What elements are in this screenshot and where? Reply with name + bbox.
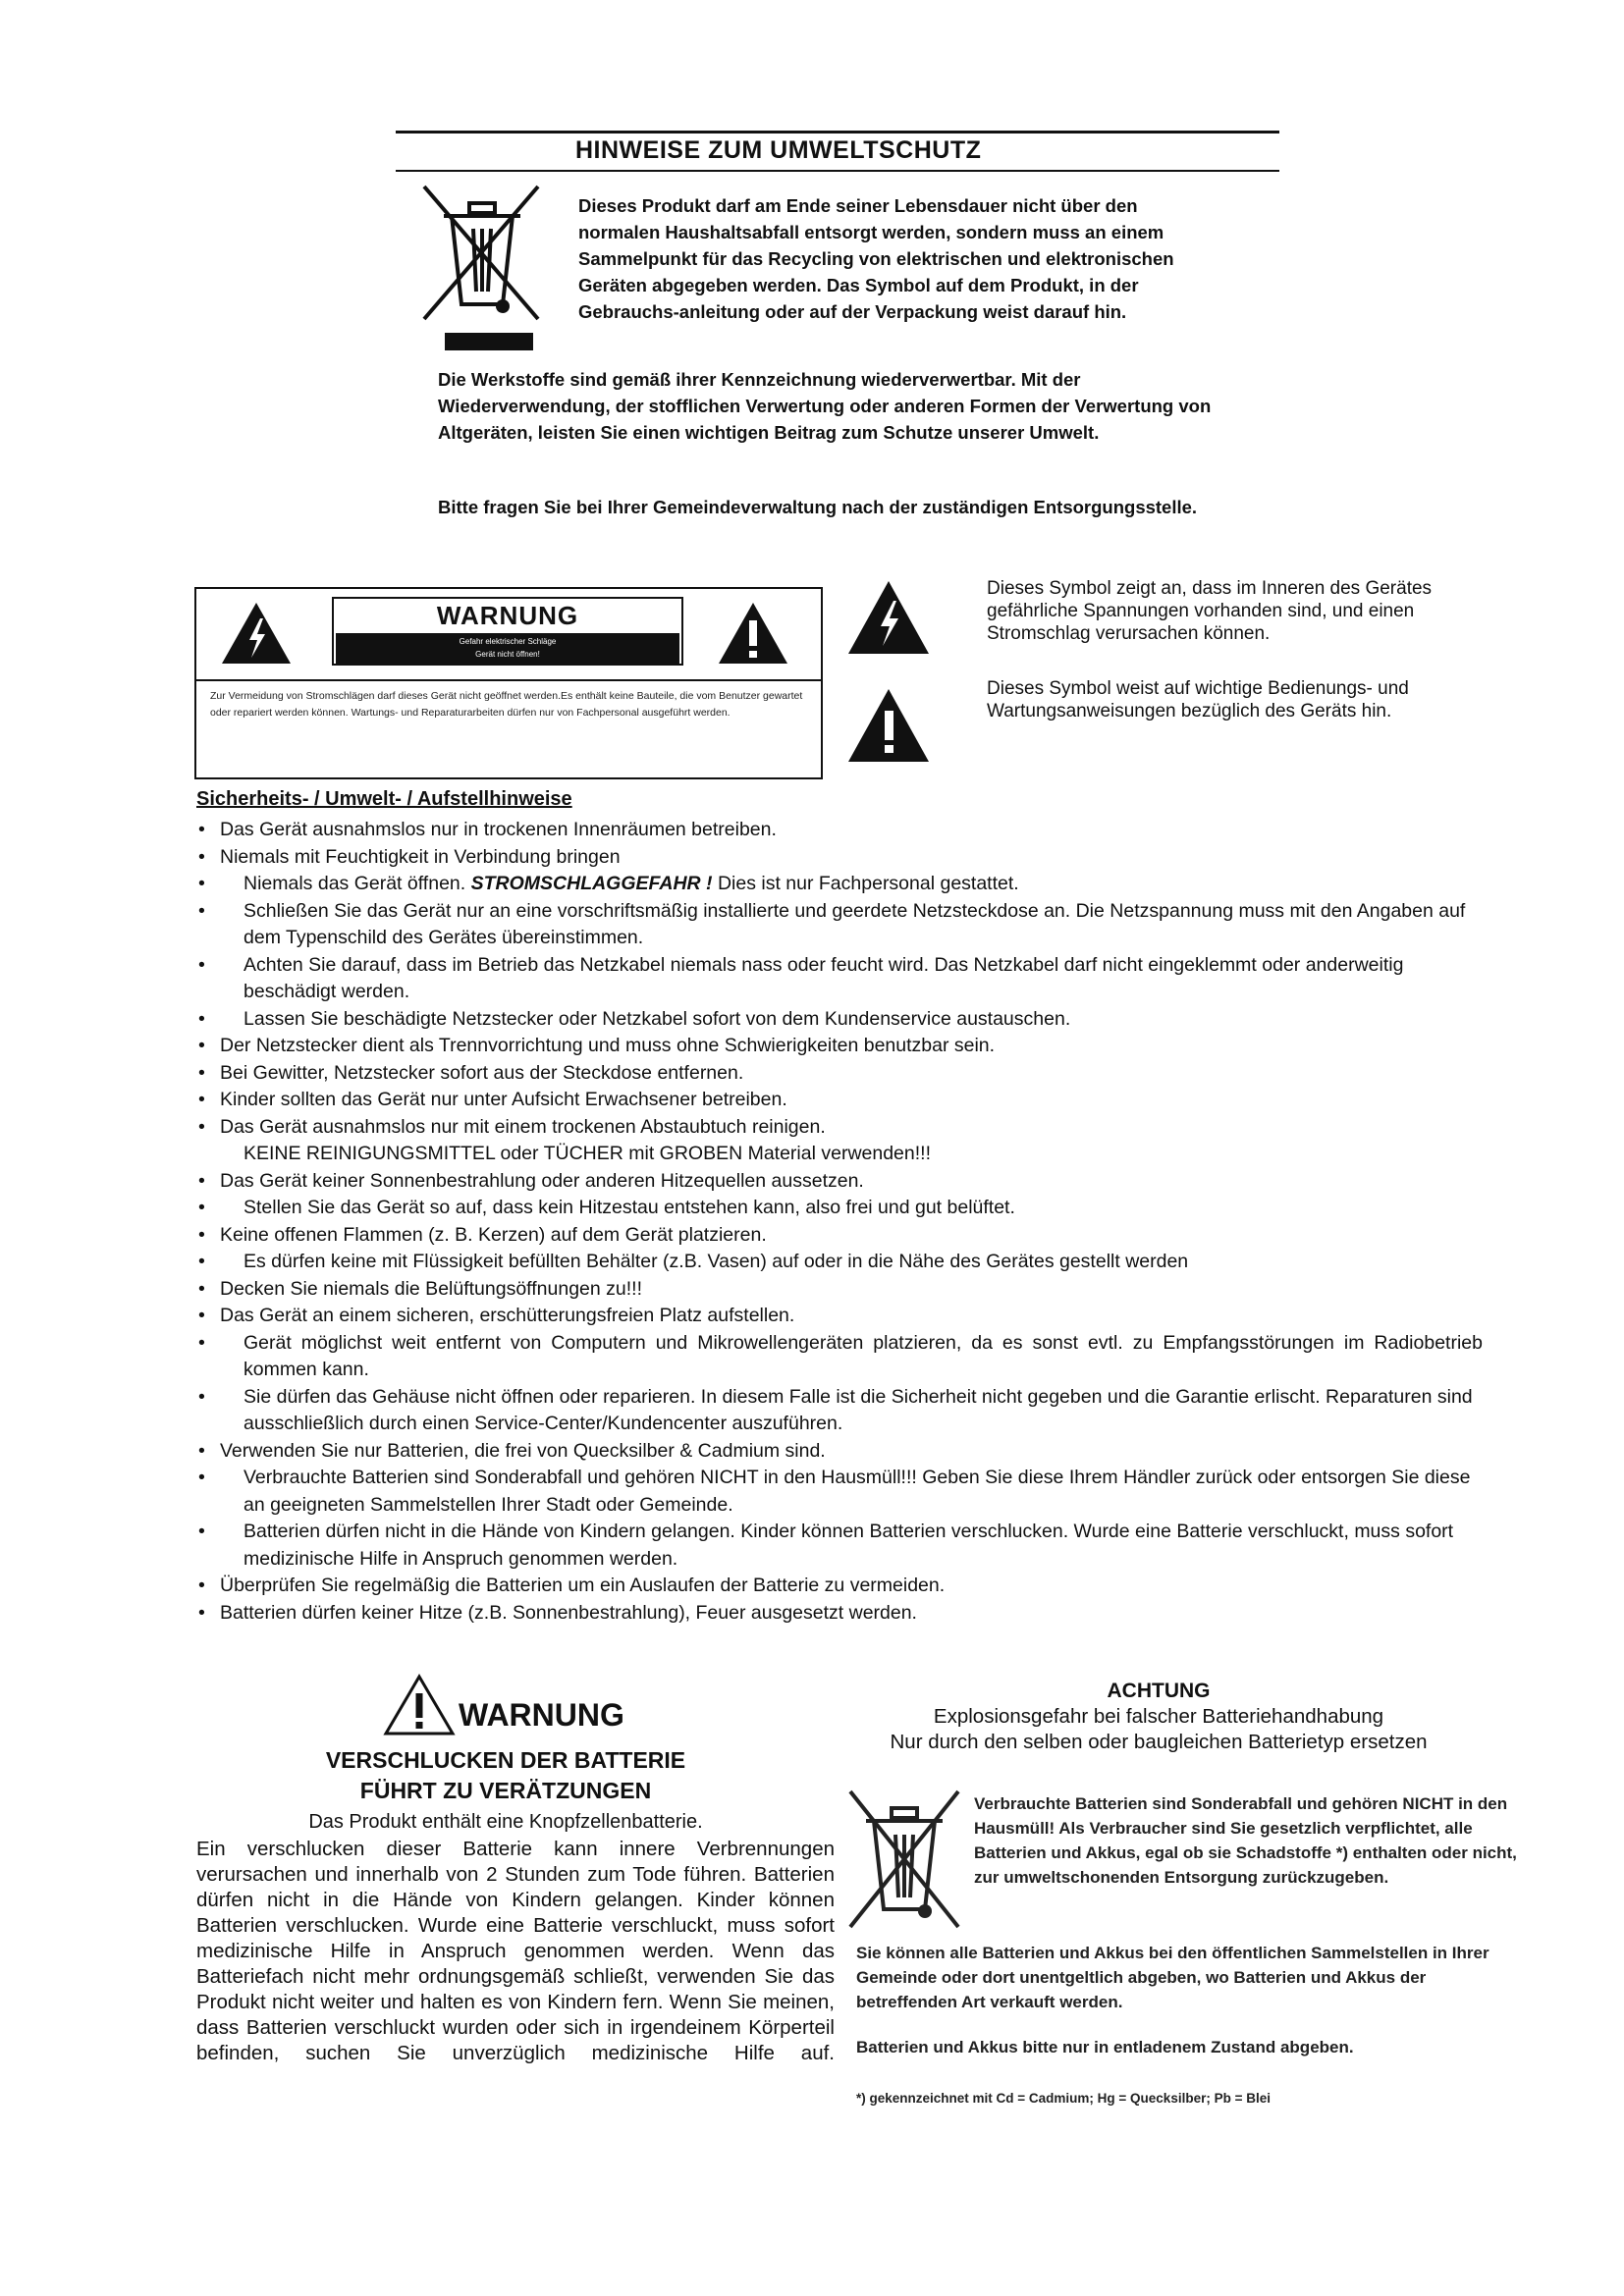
warning-box-text: Zur Vermeidung von Stromschlägen darf dieses Gerät nicht geöffnet werden.Es enthält keine Bauteile, die vom Benutzer gewartet oder repariert werden können. Wartungs- und Reparaturarbeiten dürfen nur von Fachpersonal ausgeführt werden. (210, 690, 803, 719)
achtung-line-2: Nur durch den selben oder baugleichen Batterietyp ersetzen (890, 1731, 1428, 1753)
battery-disposal-text-2: Sie können alle Batterien und Akkus bei den öffentlichen Sammelstellen in Ihrer Gemeinde oder dort unentgeltlich abgeben, wo Batterien und Akkus der betreffenden Art verkauft werden. (856, 1944, 1489, 2011)
battery-product-note: Das Produkt enthält eine Knopfzellenbatterie. (308, 1811, 703, 1833)
list-item: • Batterien dürfen keiner Hitze (z.B. Sonnenbestrahlung), Feuer ausgesetzt werden. (196, 1600, 1483, 1628)
list-item: • Bei Gewitter, Netzstecker sofort aus der Steckdose entfernen. (196, 1060, 1483, 1088)
environment-text-1: Dieses Produkt darf am Ende seiner Lebensdauer nicht über den normalen Haushaltsabfall entsorgt werden, sondern muss an einem Sammelpunkt für das Recycling von elektrischen und elektronischen Geräten abgegeben werden. Das Symbol auf dem Produkt, in der Gebrauchs-anleitung oder auf der Verpackung weist darauf hin. (578, 195, 1174, 322)
environment-text-2: Die Werkstoffe sind gemäß ihrer Kennzeichnung wiederverwertbar. Mit der Wiederverwendung, der stofflichen Verwertung oder anderen Formen der Verwertung von Altgeräten, leisten Sie einen wichtigen Beitrag zum Schutze unserer Umwelt. (438, 369, 1212, 443)
exclamation-icon (846, 687, 931, 764)
list-item: • Das Gerät an einem sicheren, erschütterungsfreien Platz aufstellen. (196, 1303, 1483, 1330)
warning-title: WARNUNG (436, 601, 579, 630)
list-item: • Lassen Sie beschädigte Netzstecker oder Netzkabel sofort von dem Kundenservice austauschen. (196, 1006, 1483, 1034)
warning-box (194, 587, 823, 779)
battery-disposal-text-3: Batterien und Akkus bitte nur in entladenem Zustand abgeben. (856, 2038, 1354, 2056)
voltage-symbol-text: Dieses Symbol zeigt an, dass im Inneren des Gerätes gefährliche Spannungen vorhanden sind, und einen Stromschlag verursachen können. (987, 578, 1433, 644)
list-item-text: Dies ist nur Fachpersonal gestattet. (717, 873, 1019, 894)
warning-subtitle-bar (336, 633, 679, 665)
warning-subtitle-2: Gerät nicht öffnen! (475, 650, 540, 659)
list-item: • Kinder sollten das Gerät nur unter Aufsicht Erwachsener betreiben. (196, 1087, 1483, 1114)
warning-header (332, 597, 683, 666)
list-item: • Es dürfen keine mit Flüssigkeit befüllten Behälter (z.B. Vasen) auf oder in die Nähe des Gerätes gestellt werden (196, 1249, 1483, 1276)
list-item-continuation: KEINE REINIGUNGSMITTEL oder TÜCHER mit GROBEN Material verwenden!!! (244, 1143, 932, 1164)
list-item: • Das Gerät keiner Sonnenbestrahlung oder anderen Hitzequellen aussetzen. (196, 1168, 1483, 1196)
battery-disposal-text-1: Verbrauchte Batterien sind Sonderabfall und gehören NICHT in den Hausmüll! Als Verbraucher sind Sie gesetzlich verpflichtet, alle Batterien und Akkus, egal ob sie Schadstoffe *) enthalten oder nicht, zur umweltschonenden Entsorgung zurückzugeben. (974, 1794, 1517, 1887)
battery-warning-header (383, 1674, 677, 1738)
list-item: • Gerät möglichst weit entfernt von Computern und Mikrowellengeräten platzieren, da es sonst evtl. zu Empfangsstörungen im Radiobetrieb kommen kann. (196, 1330, 1483, 1384)
achtung-title: ACHTUNG (1107, 1680, 1211, 1702)
list-item: • Niemals mit Feuchtigkeit in Verbindung bringen (196, 844, 1483, 872)
list-item: • Überprüfen Sie regelmäßig die Batterien um ein Auslaufen der Batterie zu vermeiden. (196, 1573, 1483, 1600)
instruction-symbol-text: Dieses Symbol weist auf wichtige Bedienungs- und Wartungsanweisungen bezüglich des Geräts hin. (987, 678, 1409, 721)
high-voltage-icon (220, 601, 293, 666)
high-voltage-icon (846, 579, 931, 656)
black-bar (445, 333, 533, 350)
achtung-line-1: Explosionsgefahr bei falscher Batteriehandhabung (933, 1705, 1384, 1728)
crossed-bin-icon (846, 1784, 962, 1931)
safety-heading: Sicherheits- / Umwelt- / Aufstellhinweise (196, 788, 572, 810)
battery-footnote: *) gekennzeichnet mit Cd = Cadmium; Hg = Quecksilber; Pb = Blei (856, 2091, 1271, 2106)
list-item: • Verbrauchte Batterien sind Sonderabfall und gehören NICHT in den Hausmüll!!! Geben Sie diese Ihrem Händler zurück oder entsorgen Sie diese an geeigneten Sammelstellen Ihrer Stadt oder Gemeinde. (196, 1465, 1483, 1519)
list-item: • Stellen Sie das Gerät so auf, dass kein Hitzestau entstehen kann, also frei und gut belüftet. (196, 1195, 1483, 1222)
crossed-bin-icon (422, 182, 540, 324)
list-item (196, 871, 1483, 898)
divider (396, 170, 1279, 172)
danger-label: STROMSCHLAGGEFAHR ! (470, 873, 713, 894)
warning-triangle-icon (383, 1674, 456, 1736)
safety-list (196, 817, 1483, 1627)
warning-subtitle-1: Gefahr elektrischer Schläge (459, 637, 557, 646)
environment-title: HINWEISE ZUM UMWELTSCHUTZ (575, 136, 982, 164)
list-item: • Verwenden Sie nur Batterien, die frei von Quecksilber & Cadmium sind. (196, 1438, 1483, 1466)
list-item-text: Das Gerät ausnahmslos nur mit einem trockenen Abstaubtuch reinigen. (220, 1115, 826, 1138)
list-item: • Batterien dürfen nicht in die Hände von Kindern gelangen. Kinder können Batterien verschlucken. Wurde eine Batterie verschluckt, muss sofort medizinische Hilfe in Anspruch genommen werden. (196, 1519, 1483, 1573)
exclamation-icon (717, 601, 789, 666)
list-item: • Das Gerät ausnahmslos nur in trockenen Innenräumen betreiben. (196, 817, 1483, 844)
list-item: • Decken Sie niemals die Belüftungsöffnungen zu!!! (196, 1276, 1483, 1304)
list-item: • Sie dürfen das Gehäuse nicht öffnen oder reparieren. In diesem Falle ist die Sicherheit nicht gegeben und die Garantie erlischt. Reparaturen sind ausschließlich durch einen Service-Center/Kundencenter auszuführen. (196, 1384, 1483, 1438)
list-item-text: Niemals das Gerät öffnen. (244, 873, 466, 894)
battery-warning-body: Ein verschlucken dieser Batterie kann innere Verbrennungen verursachen und innerhalb von 2 Stunden zum Tode führen. Batterien dürfen nicht in die Hände von Kindern gelangen. Kinder können Batterien verschlucken. Wurde eine Batterie verschluckt, muss sofort medizinische Hilfe in Anspruch genommen werden. Wenn das Batteriefach nicht mehr ordnungsgemäß schließt, verwenden Sie das Produkt nicht weiter und halten es von Kindern fern. Wenn Sie meinen, dass Batterien verschluckt wurden oder sich in irgendeinem Körperteil befinden, suchen Sie unverzüglich medizinische Hilfe auf. (196, 1838, 835, 2064)
battery-warning-line-1: VERSCHLUCKEN DER BATTERIE (325, 1747, 686, 1773)
list-item: • Schließen Sie das Gerät nur an eine vorschriftsmäßig installierte und geerdete Netzsteckdose an. Die Netzspannung muss mit den Angaben auf dem Typenschild des Gerätes übereinstimmen. (196, 898, 1483, 952)
list-item: • Keine offenen Flammen (z. B. Kerzen) auf dem Gerät platzieren. (196, 1222, 1483, 1250)
environment-text-3: Bitte fragen Sie bei Ihrer Gemeindeverwaltung nach der zuständigen Entsorgungsstelle. (438, 497, 1198, 517)
battery-warning-line-2: FÜHRT ZU VERÄTZUNGEN (359, 1778, 652, 1803)
environment-notice (396, 131, 1279, 543)
divider (196, 679, 821, 681)
battery-warning-title: WARNUNG (459, 1697, 624, 1733)
divider (396, 131, 1279, 133)
list-item: • Achten Sie darauf, dass im Betrieb das Netzkabel niemals nass oder feucht wird. Das Netzkabel darf nicht eingeklemmt oder anderweitig beschädigt werden. (196, 952, 1483, 1006)
list-item: • Der Netzstecker dient als Trennvorrichtung und muss ohne Schwierigkeiten benutzbar sein. (196, 1033, 1483, 1060)
list-item (196, 1114, 1483, 1168)
